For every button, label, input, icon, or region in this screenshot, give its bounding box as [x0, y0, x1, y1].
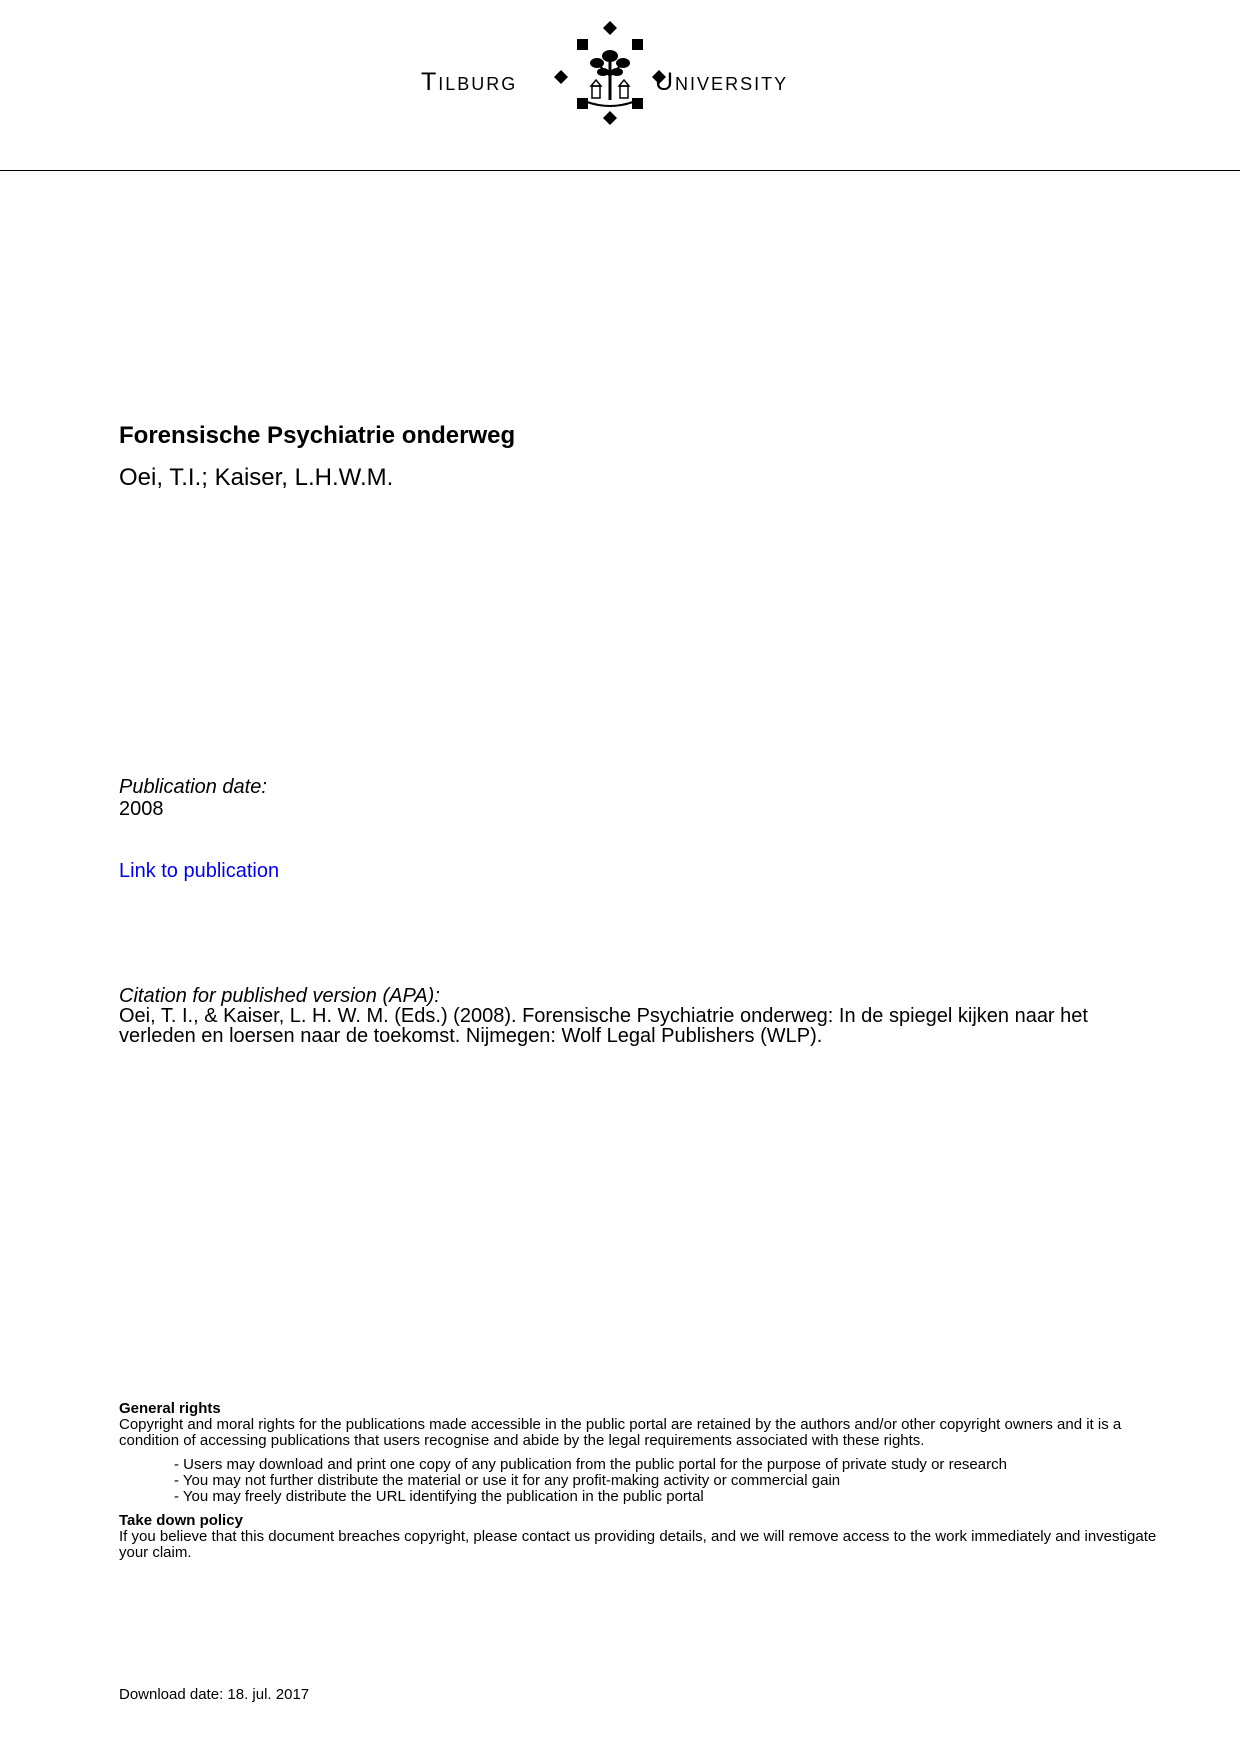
list-item: - You may freely distribute the URL identifying the publication in the public portal — [174, 1488, 704, 1505]
list-item: - You may not further distribute the material or use it for any profit-making activity or commercial gain — [174, 1472, 841, 1489]
publication-date-label: Publication date: — [119, 776, 267, 798]
logo-word-university: University — [655, 68, 789, 96]
general-rights-text: Copyright and moral rights for the publications made accessible in the public portal are retained by the authors and/or other copyright owners and it is a condition of accessing publications that users recognise and abide by the legal requirements associated with these rights. — [119, 1416, 1122, 1449]
publication-title: Forensische Psychiatrie onderweg — [119, 422, 516, 449]
citation-label: Citation for published version (APA): — [119, 985, 440, 1007]
publication-authors: Oei, T.I.; Kaiser, L.H.W.M. — [119, 464, 394, 491]
takedown-policy-heading: Take down policy — [119, 1512, 243, 1529]
takedown-policy-text: If you believe that this document breaches copyright, please contact us providing details, and we will remove access to the work immediately and investigate your claim. — [119, 1528, 1157, 1561]
rights-list — [174, 1457, 1159, 1505]
citation-text: Oei, T. I., & Kaiser, L. H. W. M. (Eds.) (2008). Forensische Psychiatrie onderweg: In de spiegel kijken naar het verleden en loersen naar de toekomst. Nijmegen: Wolf Legal Publishers (WLP). — [119, 1005, 1088, 1047]
university-logo — [415, 18, 825, 128]
header-divider — [0, 170, 1240, 171]
rights-section — [119, 1401, 1159, 1561]
list-item: - Users may download and print one copy of any publication from the public portal for the purpose of private study or research — [174, 1456, 1007, 1473]
publication-date-value: 2008 — [119, 798, 164, 820]
download-date: Download date: 18. jul. 2017 — [119, 1686, 310, 1703]
logo-word-tilburg: Tilburg — [421, 68, 518, 96]
general-rights-heading: General rights — [119, 1400, 221, 1417]
link-to-publication[interactable]: Link to publication — [119, 860, 280, 882]
